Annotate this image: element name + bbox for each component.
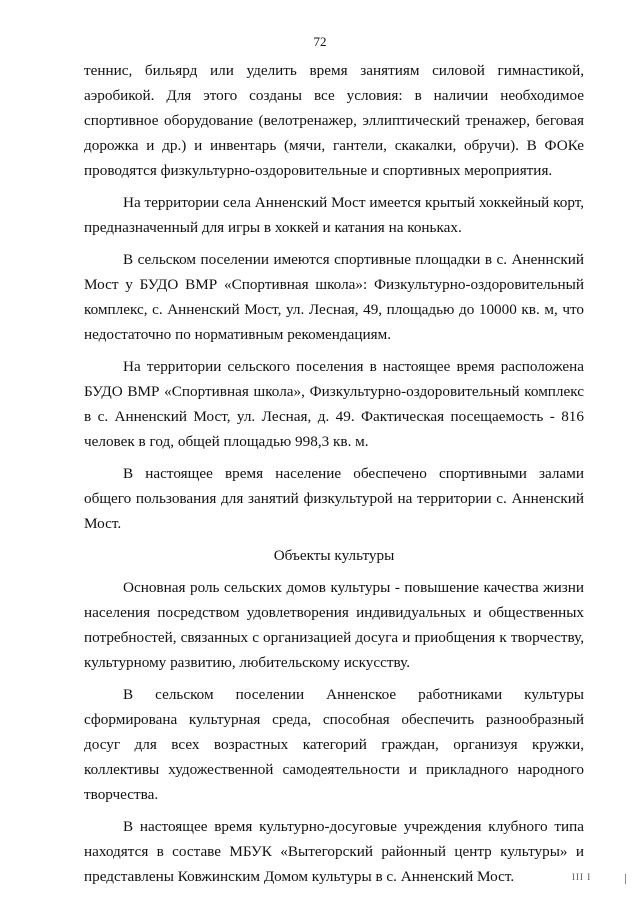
paragraph-culture-environment: В сельском поселении Анненское работниками культуры сформирована культурная среда, способная обеспечить разнообразный досуг для всех возрастных категорий граждан, организуя кружки, коллективы художественной самодеятельности и прикладного народного творчества. <box>84 686 584 803</box>
paragraph-sports-grounds: В сельском поселении имеются спортивные площадки в с. Аненнский Мост у БУДО ВМР «Спортивная школа»: Физкультурно-оздоровительный комплекс, с. Анненский Мост, ул. Лесная, 49, площадью до 10000 кв. м, что недостаточно по нормативным рекомендациям. <box>84 251 584 343</box>
paragraph-culture-role: Основная роль сельских домов культуры - повышение качества жизни населения посредством удовлетворения индивидуальных и общественных потребностей, связанных с организацией досуга и приобщения к творчеству, культурному развитию, любительскому искусству. <box>84 579 584 671</box>
footer-scan-mark: ІІІ І <box>572 872 592 882</box>
paragraph-continuation: теннис, бильярд или уделить время занятиям силовой гимнастикой, аэробикой. Для этого созданы все условия: в наличии необходимое спортивное оборудование (велотренажер, эллиптический тренажер, беговая дорожка и др.) и инвентарь (мячи, гантели, скакалки, обручи). В ФОКе проводятся физкультурно-оздоровительные и спортивных мероприятия. <box>84 62 584 179</box>
paragraph-sports-halls: В настоящее время население обеспечено спортивными залами общего пользования для занятий физкультурой на территории с. Анненский Мост. <box>84 465 584 532</box>
paragraph-culture-institutions: В настоящее время культурно-досуговые учреждения клубного типа находятся в составе МБУК «Вытегорский районный центр культуры» и представлены Ковжинским Домом культуры в с. Анненский Мост. <box>84 818 584 885</box>
page-number: 72 <box>313 34 327 49</box>
paragraph-hockey-court: На территории села Анненский Мост имеется крытый хоккейный корт, предназначенный для игры в хоккей и катания на коньках. <box>84 194 584 236</box>
section-heading-culture: Объекты культуры <box>273 547 395 564</box>
page-body <box>84 58 584 896</box>
page-edge-mark <box>625 874 626 884</box>
paragraph-sports-school: На территории сельского поселения в настоящее время расположена БУДО ВМР «Спортивная школа», Физкультурно-оздоровительный комплекс в с. Анненский Мост, ул. Лесная, д. 49. Фактическая посещаемость - 816 человек в год, общей площадью 998,3 кв. м. <box>84 358 584 450</box>
